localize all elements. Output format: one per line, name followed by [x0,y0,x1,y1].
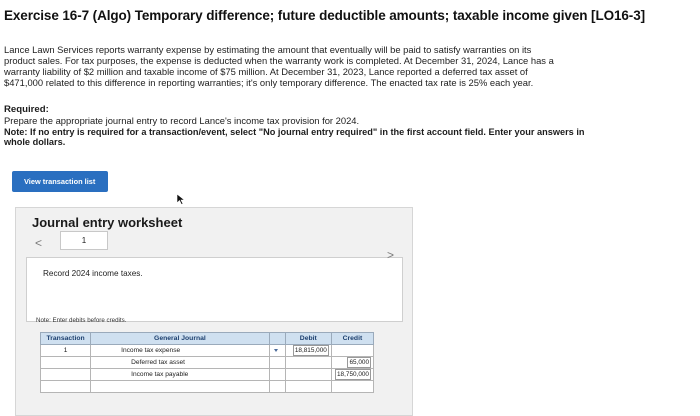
general-journal-header: General Journal [91,333,270,345]
transaction-cell: 1 [41,345,91,357]
transaction-cell [41,357,91,369]
transaction-header: Transaction [41,333,91,345]
required-heading: Required: [4,104,49,115]
worksheet-title: Journal entry worksheet [32,215,183,230]
credit-input[interactable]: 65,000 [349,359,369,366]
record-description-box [26,257,403,322]
pointer-cursor-icon [176,193,186,205]
account-select[interactable]: Income tax payable [91,369,270,381]
credit-cell[interactable] [331,357,373,369]
credit-cell[interactable] [331,345,373,357]
account-select[interactable]: Income tax expense [91,345,270,357]
table-row [41,357,374,369]
account-dropdown[interactable] [269,345,285,357]
problem-description [4,44,590,88]
account-select[interactable]: Deferred tax asset [91,357,270,369]
credit-input[interactable]: 18,750,000 [337,371,369,378]
transaction-cell [41,369,91,381]
debit-header: Debit [285,333,331,345]
table-row [41,381,374,393]
debit-cell[interactable] [285,357,331,369]
page-number-tab[interactable]: 1 [60,231,108,250]
chevron-down-icon [274,349,278,352]
problem-line: warranty liability of $2 million and taxable income of $75 million. At December 31, 2023, Lance reported a deferred tax asset of [4,66,528,77]
problem-line: $471,000 related to this difference in reporting warranties; it's only temporary difference. The enacted tax rate is 25% each year. [4,77,534,88]
debits-credits-note: Note: Enter debits before credits. [36,317,127,324]
journal-entry-worksheet [15,207,413,416]
next-arrow-icon[interactable]: > [387,248,395,262]
problem-line: Lance Lawn Services reports warranty expense by estimating the amount that eventually will be paid to satisfy warranties on its [4,44,532,55]
debit-cell[interactable] [285,369,331,381]
account-dropdown[interactable] [269,369,285,381]
required-text: Prepare the appropriate journal entry to record Lance's income tax provision for 2024. [4,115,360,126]
problem-line: product sales. For tax purposes, the expense is deducted when the warranty work is completed. At December 31, 2024, Lance has a [4,55,554,66]
account-dropdown[interactable] [269,357,285,369]
journal-table [40,332,374,393]
page-title: Exercise 16-7 (Algo) Temporary difference; future deductible amounts; taxable income given [LO16-3] [4,8,646,23]
table-row [41,369,374,381]
record-text: Record 2024 income taxes. [43,269,143,278]
previous-arrow-icon[interactable]: < [35,236,43,250]
debit-cell[interactable] [285,345,331,357]
view-transaction-list-button[interactable]: View transaction list [12,171,108,192]
debit-input[interactable]: 18,815,000 [294,347,327,354]
table-row [41,345,374,357]
credit-cell[interactable] [331,369,373,381]
instruction-note: Note: If no entry is required for a transaction/event, select "No journal entry required" in the first account field. Enter your answers in whole dollars. [4,127,585,147]
dropdown-header [269,333,285,345]
credit-header: Credit [331,333,373,345]
